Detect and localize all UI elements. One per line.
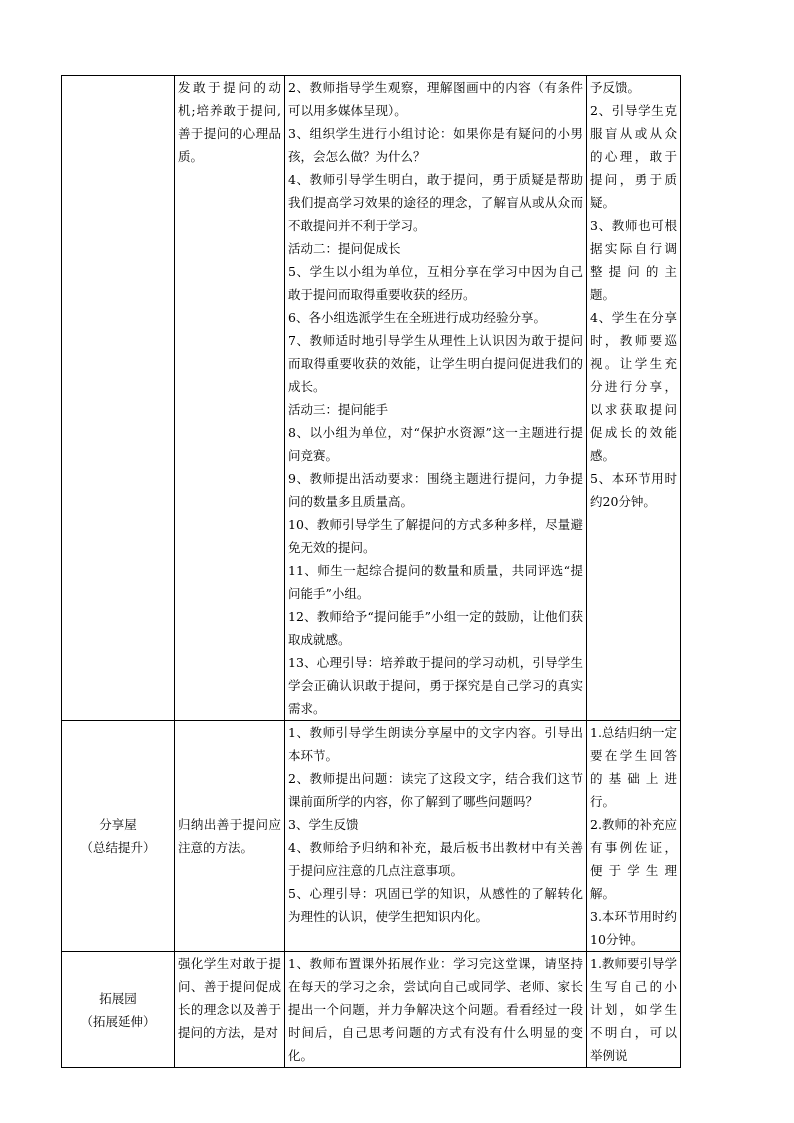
stage-cell <box>62 952 175 1068</box>
process-cell <box>285 76 587 721</box>
note-line: 5、本环节用时约20分钟。 <box>590 471 677 509</box>
goal-cell <box>175 76 285 721</box>
process-line: 13、心理引导：培养敢于提问的学习动机，引导学生学会正确认识敢于提问，勇于探究是自己学习的真实需求。 <box>288 655 583 716</box>
process-line: 2、教师提出问题：读完了这段文字，结合我们这节课前面所学的内容，你了解到了哪些问题吗？ <box>288 771 583 809</box>
process-line: 4、教师给予归纳和补充，最后板书出教材中有关善于提问应注意的几点注意事项。 <box>288 840 583 878</box>
process-line: 11、师生一起综合提问的数量和质量，共同评选“提问能手”小组。 <box>288 563 583 601</box>
note-line: 2、引导学生克服盲从或从众的心理，敢于提问，勇于质疑。 <box>590 103 677 210</box>
notes-cell <box>587 952 681 1068</box>
notes-cell <box>587 721 681 952</box>
note-line: 予反馈。 <box>590 80 641 95</box>
goal-text: 归纳出善于提问应注意的方法。 <box>178 817 281 855</box>
process-line: 9、教师提出活动要求：围绕主题进行提问，力争提问的数量多且质量高。 <box>288 471 583 509</box>
process-line: 1、教师布置课外拓展作业：学习完这堂课，请坚持在每天的学习之余，尝试向自己或同学、老师、家长提出一个问题，并力争解决这个问题。看看经过一段时间后，自己思考问题的方式有没有什么明显的变化。 <box>288 956 583 1063</box>
process-line: 1、教师引导学生朗读分享屋中的文字内容。引导出本环节。 <box>288 725 583 763</box>
goal-text: 强化学生对敢于提问、善于提问促成长的理念以及善于提问的方法，是对 <box>178 956 281 1040</box>
notes-cell <box>587 76 681 721</box>
process-line: 5、学生以小组为单位，互相分享在学习中因为自己敢于提问而取得重要收获的经历。 <box>288 264 583 302</box>
table-row <box>62 721 681 952</box>
process-line: 8、以小组为单位，对“保护水资源”这一主题进行提问竞赛。 <box>288 425 583 463</box>
stage-cell <box>62 76 175 721</box>
stage-cell <box>62 721 175 952</box>
process-line: 6、各小组选派学生在全班进行成功经验分享。 <box>288 310 546 325</box>
goal-text: 发敢于提问的动机;培养敢于提问,善于提问的心理品质。 <box>178 80 281 164</box>
note-line: 3.本环节用时约10分钟。 <box>590 909 677 947</box>
activity-heading: 活动二：提问促成长 <box>288 241 401 256</box>
process-line: 3、学生反馈 <box>288 817 359 832</box>
table-row <box>62 76 681 721</box>
process-line: 3、组织学生进行小组讨论：如果你是有疑问的小男孩，会怎么做？为什么？ <box>288 126 583 164</box>
goal-cell <box>175 721 285 952</box>
process-line: 2、教师指导学生观察，理解图画中的内容（有条件可以用多媒体呈现）。 <box>288 80 583 118</box>
note-line: 3、教师也可根据实际自行调整提问的主题。 <box>590 218 677 302</box>
stage-title: 分享屋 <box>99 817 137 832</box>
stage-subtitle: （拓展延伸） <box>80 1013 156 1029</box>
activity-heading: 活动三：提问能手 <box>288 402 389 417</box>
stage-title: 拓展园 <box>99 990 137 1006</box>
process-cell <box>285 721 587 952</box>
process-line: 5、心理引导：巩固已学的知识，从感性的了解转化为理性的认识，使学生把知识内化。 <box>288 886 583 924</box>
table-row <box>62 952 681 1068</box>
process-cell <box>285 952 587 1068</box>
note-line: 4、学生在分享时，教师要巡视。让学生充分进行分享，以求获取提问促成长的效能感。 <box>590 310 677 463</box>
lesson-plan-table <box>61 75 681 1068</box>
process-line: 12、教师给予“提问能手”小组一定的鼓励，让他们获取成就感。 <box>288 609 583 647</box>
process-line: 4、教师引导学生明白，敢于提问，勇于质疑是帮助我们提高学习效果的途径的理念，了解盲从或从众而不敢提问并不利于学习。 <box>288 172 583 233</box>
note-line: 1.教师要引导学生写自己的小计划，如学生不明白，可以举例说 <box>590 956 677 1063</box>
note-line: 2.教师的补充应有事例佐证，便于学生理解。 <box>590 817 677 901</box>
process-line: 10、教师引导学生了解提问的方式多种多样，尽量避免无效的提问。 <box>288 517 583 555</box>
goal-cell <box>175 952 285 1068</box>
note-line: 1.总结归纳一定要在学生回答的基础上进行。 <box>590 725 677 809</box>
process-line: 7、教师适时地引导学生从理性上认识因为敢于提问而取得重要收获的效能，让学生明白提问促进我们的成长。 <box>288 333 583 394</box>
stage-subtitle: （总结提升） <box>80 840 156 855</box>
